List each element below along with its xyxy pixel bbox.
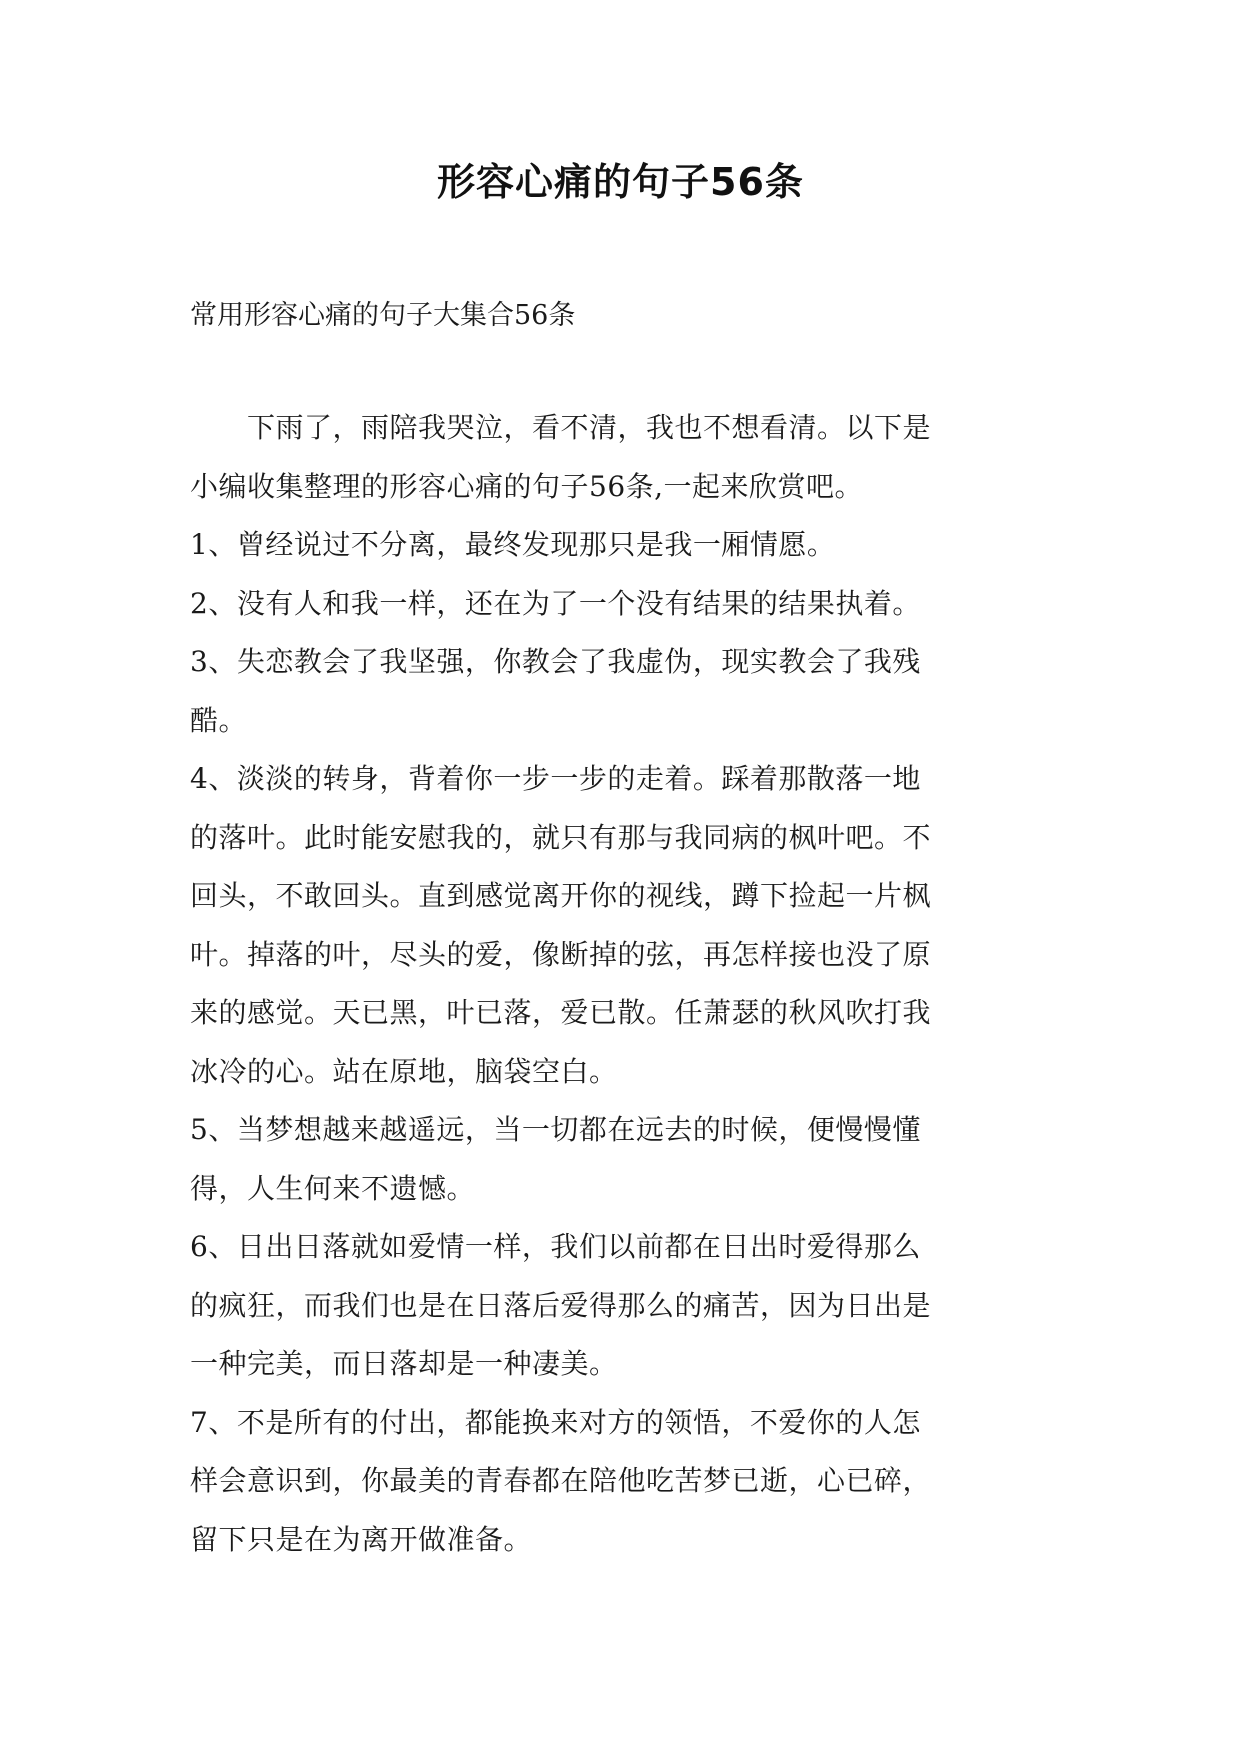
body-line: 1、曾经说过不分离，最终发现那只是我一厢情愿。: [190, 528, 836, 561]
body-line: 3、失恋教会了我坚强，你教会了我虚伪，现实教会了我残: [190, 645, 921, 678]
body-line: 酷。: [190, 703, 248, 737]
document-body: [190, 408, 1070, 1578]
document-subtitle: 常用形容心痛的句子大集合56条: [190, 300, 576, 331]
document-title: 形容心痛的句子56条: [437, 160, 804, 204]
body-line: 留下只是在为离开做准备。: [190, 1522, 533, 1556]
body-line: 5、当梦想越来越遥远，当一切都在远去的时候，便慢慢懂: [190, 1113, 921, 1146]
body-line: 4、淡淡的转身，背着你一步一步的走着。踩着那散落一地: [190, 762, 921, 795]
body-line: 的疯狂，而我们也是在日落后爱得那么的痛苦，因为日出是: [190, 1288, 932, 1322]
body-line: 来的感觉。天已黑，叶已落，爱已散。任萧瑟的秋风吹打我: [190, 996, 932, 1029]
body-line: 6、日出日落就如爱情一样，我们以前都在日出时爱得那么: [190, 1230, 921, 1263]
body-line: 样会意识到，你最美的青春都在陪他吃苦梦已逝，心已碎，: [190, 1464, 932, 1497]
body-line: 小编收集整理的形容心痛的句子56条,一起来欣赏吧。: [190, 469, 864, 503]
body-line: 2、没有人和我一样，还在为了一个没有结果的结果执着。: [190, 586, 921, 620]
body-line: 7、不是所有的付出，都能换来对方的领悟，不爱你的人怎: [190, 1405, 921, 1439]
body-line: 冰冷的心。站在原地，脑袋空白。: [190, 1054, 618, 1088]
body-line: 的落叶。此时能安慰我的，就只有那与我同病的枫叶吧。不: [190, 820, 932, 854]
body-line: 得，人生何来不遗憾。: [190, 1171, 476, 1205]
body-line: 下雨了，雨陪我哭泣，看不清，我也不想看清。以下是: [190, 411, 932, 444]
body-line: 一种完美，而日落却是一种凄美。: [190, 1347, 618, 1380]
body-line: 回头，不敢回头。直到感觉离开你的视线，蹲下捡起一片枫: [190, 879, 932, 912]
body-line: 叶。掉落的叶，尽头的爱，像断掉的弦，再怎样接也没了原: [190, 937, 932, 971]
